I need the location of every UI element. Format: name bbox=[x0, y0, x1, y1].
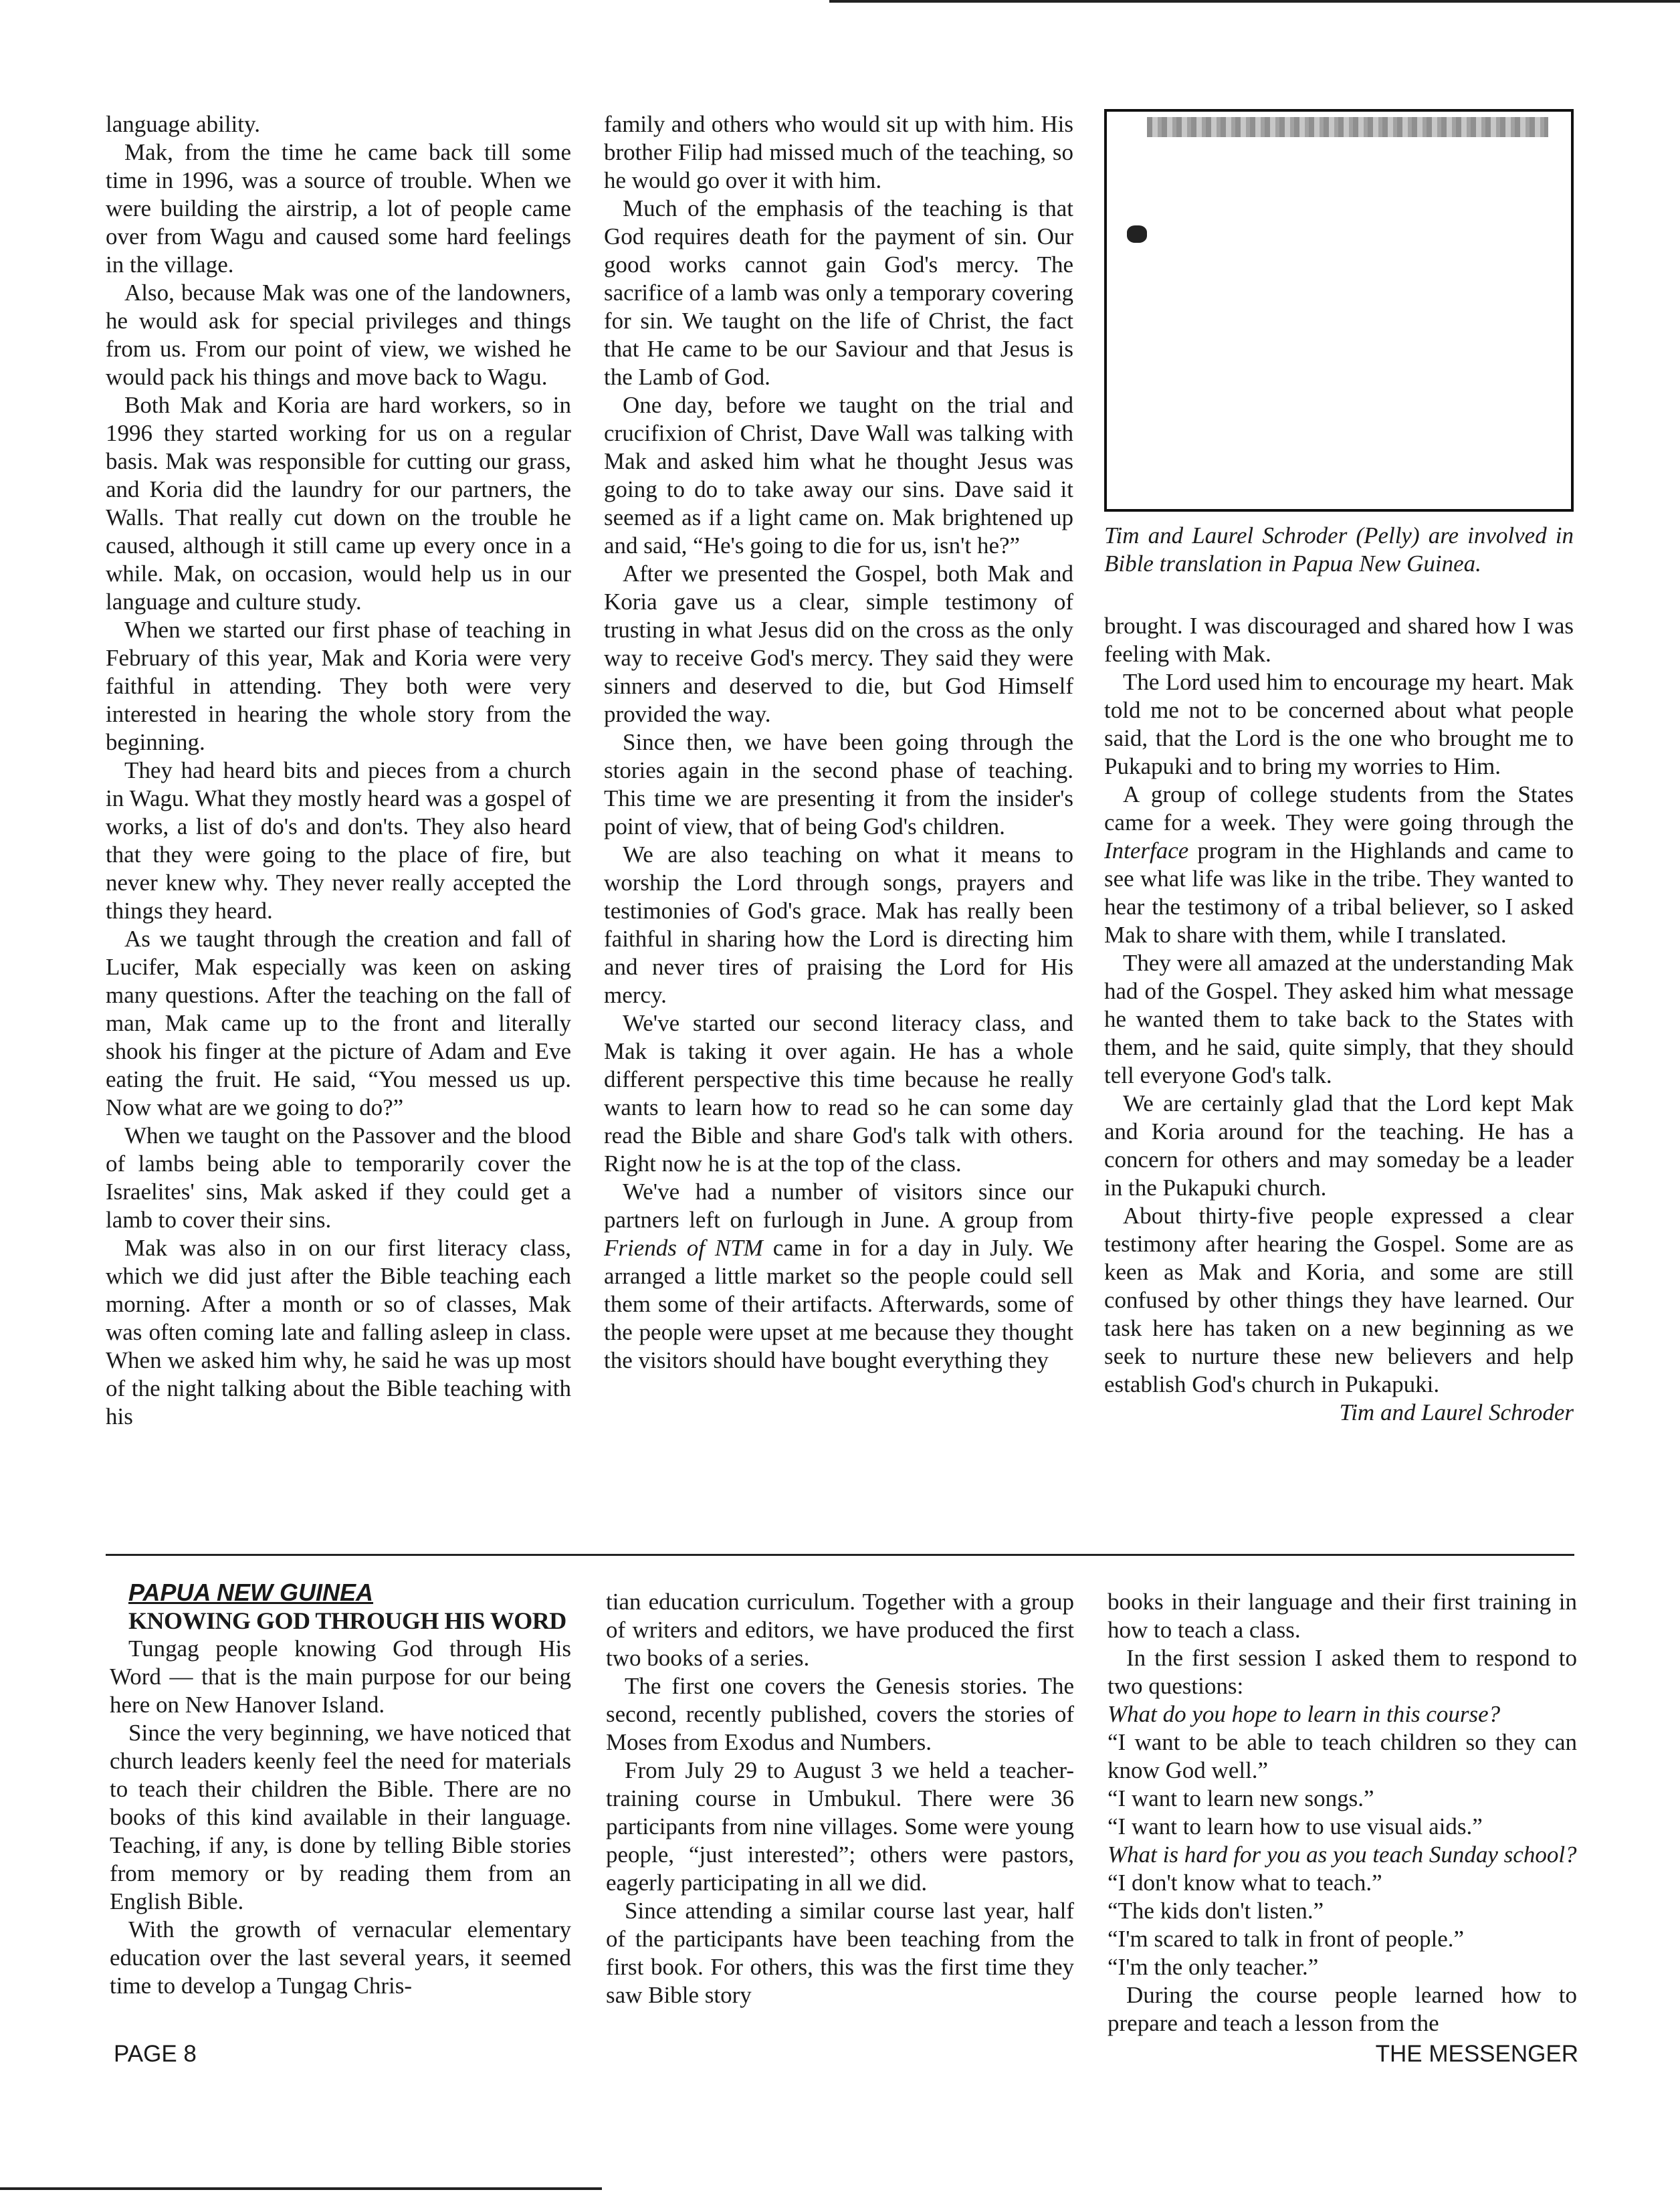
photo-speck bbox=[1127, 225, 1147, 243]
question: What is hard for you as you teach Sunday school? bbox=[1108, 1841, 1577, 1868]
bottom-article-column-3 bbox=[1108, 1588, 1577, 2037]
paragraph: Mak was also in on our first literacy class, which we did just after the Bible teaching each morning. After a month or so of classes, Mak was often coming late and falling asleep in class. When we asked him why, he said he was up most of the night talking about the Bible teaching with his bbox=[106, 1235, 571, 1429]
paragraph: With the growth of vernacular elementary education over the last several years, it seemed time to develop a Tungag Chris- bbox=[110, 1916, 571, 1999]
answer: “I'm scared to talk in front of people.” bbox=[1108, 1926, 1465, 1952]
paragraph: Mak, from the time he came back till some time in 1996, was a source of trouble. When we were building the airstrip, a lot of people came over from Wagu and caused some hard feelings in the village. bbox=[106, 139, 571, 278]
paragraph: A group of college students from the States came for a week. They were going through the Interface program in the Highlands and came to see what life was like in the tribe. They wanted to hear the testimony of a tribal believer, so I asked Mak to share with them, while I translated. bbox=[1104, 781, 1574, 948]
paragraph: books in their language and their first training in how to teach a class. bbox=[1108, 1589, 1577, 1643]
paragraph: family and others who would sit up with him. His brother Filip had missed much of the teaching, so he would go over it with him. bbox=[604, 111, 1073, 193]
paragraph: We've had a number of visitors since our partners left on furlough in June. A group from Friends of NTM came in for a day in July. We arranged a little market so the people could sell them some of their artifacts. Afterwards, some of the people were upset at me because they thought the visitors should have bought everything they bbox=[604, 1179, 1074, 1373]
paragraph: About thirty-five people expressed a clear testimony after hearing the Gospel. Some are as keen as Mak and Koria, and some are still confused by other things they have learned. Our task here has taken on a new beginning as we seek to nurture these new believers and help establish God's church in Pukapuki. bbox=[1104, 1203, 1574, 1397]
bottom-article-column-2 bbox=[606, 1588, 1074, 2009]
section-divider bbox=[106, 1554, 1574, 1556]
paragraph: We are certainly glad that the Lord kept Mak and Koria around for the teaching. He has a concern for others and may someday be a leader in the Pukapuki church. bbox=[1104, 1090, 1574, 1201]
paragraph: Since attending a similar course last year, half of the participants have been teaching from the first book. For others, this was the first time they saw Bible story bbox=[606, 1898, 1074, 2008]
answer: “I don't know what to teach.” bbox=[1108, 1870, 1382, 1896]
publication-title: THE MESSENGER bbox=[1375, 2041, 1578, 2067]
answer: “I'm the only teacher.” bbox=[1108, 1954, 1319, 1980]
paragraph: After we presented the Gospel, both Mak and Koria gave us a clear, simple testimony of trusting in what Jesus did on the cross as the only way to receive God's mercy. They said they were sinners and deserved to die, but God Himself provided the way. bbox=[604, 561, 1073, 727]
paragraph: brought. I was discouraged and shared how I was feeling with Mak. bbox=[1104, 613, 1574, 667]
paragraph: We are also teaching on what it means to worship the Lord through songs, prayers and testimonies of God's grace. Mak has really been faithful in sharing how the Lord is directing him and never tires of praising the Lord for His mercy. bbox=[604, 841, 1073, 1008]
paragraph: language ability. bbox=[106, 111, 260, 137]
paragraph: They were all amazed at the understanding Mak had of the Gospel. They asked him what message he wanted them to take back to the States with them, and he said, quite simply, that they should tell everyone God's talk. bbox=[1104, 950, 1574, 1088]
paragraph: They had heard bits and pieces from a church in Wagu. What they mostly heard was a gospel of works, a list of do's and don'ts. They also heard that they were going to the place of fire, but never knew why. They never really accepted the things they heard. bbox=[106, 757, 571, 924]
paragraph: Much of the emphasis of the teaching is that God requires death for the payment of sin. Our good works cannot gain God's mercy. The sacrifice of a lamb was only a temporary covering for sin. We taught on the life of Christ, the fact that He came to be our Saviour and that Jesus is the Lamb of God. bbox=[604, 195, 1073, 390]
article-column-3 bbox=[1104, 612, 1574, 1427]
bottom-border-line bbox=[0, 2187, 602, 2190]
photo-frame bbox=[1104, 109, 1574, 512]
paragraph: In the first session I asked them to respond to two questions: bbox=[1108, 1645, 1577, 1699]
answer: “I want to learn how to use visual aids.” bbox=[1108, 1813, 1483, 1839]
paragraph: The Lord used him to encourage my heart. Mak told me not to be concerned about what people said, that the Lord is the one who brought me to Pukapuki and to bring my worries to Him. bbox=[1104, 669, 1574, 779]
paragraph: When we started our first phase of teaching in February of this year, Mak and Koria were very faithful in attending. They both were very interested in hearing the whole story from the beginning. bbox=[106, 617, 571, 755]
bottom-article-column-1 bbox=[110, 1579, 571, 2000]
article-column-1 bbox=[106, 110, 571, 1431]
page-number: PAGE 8 bbox=[114, 2041, 197, 2067]
photo-scan-artifact bbox=[1147, 117, 1548, 137]
photo-caption: Tim and Laurel Schroder (Pelly) are involved in Bible translation in Papua New Guinea. bbox=[1104, 522, 1574, 577]
answer: “I want to be able to teach children so they can know God well.” bbox=[1108, 1729, 1577, 1783]
paragraph: tian education curriculum. Together with a group of writers and editors, we have produced the first two books of a series. bbox=[606, 1589, 1074, 1671]
paragraph: From July 29 to August 3 we held a teacher-training course in Umbukul. There were 36 participants from nine villages. Some were young people, “just interested”; others were pastors, eagerly participating in all we did. bbox=[606, 1757, 1074, 1896]
article-headline: KNOWING GOD THROUGH HIS WORD bbox=[128, 1607, 566, 1634]
publication-name: Friends of NTM bbox=[604, 1235, 763, 1261]
signature: Tim and Laurel Schroder bbox=[1339, 1399, 1574, 1425]
paragraph: Since then, we have been going through the stories again in the second phase of teaching. This time we are presenting it from the insider's point of view, that of being God's children. bbox=[604, 729, 1073, 839]
paragraph: During the course people learned how to prepare and teach a lesson from the bbox=[1108, 1982, 1577, 2036]
answer: “The kids don't listen.” bbox=[1108, 1898, 1324, 1924]
program-name: Interface bbox=[1104, 837, 1189, 864]
paragraph: Also, because Mak was one of the landowners, he would ask for special privileges and things from us. From our point of view, we wished he would pack his things and move back to Wagu. bbox=[106, 280, 571, 390]
paragraph: As we taught through the creation and fall of Lucifer, Mak especially was keen on asking many questions. After the teaching on the fall of man, Mak came up to the front and literally shook his finger at the picture of Adam and Eve eating the fruit. He said, “You messed us up. Now what are we going to do?” bbox=[106, 926, 571, 1120]
paragraph: Both Mak and Koria are hard workers, so in 1996 they started working for us on a regular basis. Mak was responsible for cutting our grass, and Koria did the laundry for our partners, the Walls. That really cut down on the trouble he caused, although it still came up every once in a while. Mak, on occasion, would help us in our language and culture study. bbox=[106, 392, 571, 615]
top-border-line bbox=[829, 0, 1680, 3]
question: What do you hope to learn in this course? bbox=[1108, 1701, 1501, 1727]
section-label: PAPUA NEW GUINEA bbox=[128, 1579, 374, 1606]
answer: “I want to learn new songs.” bbox=[1108, 1785, 1374, 1811]
paragraph: We've started our second literacy class, and Mak is taking it over again. He has a whole different perspective this time because he really wants to learn how to read so he can some day read the Bible and share God's talk with others. Right now he is at the top of the class. bbox=[604, 1010, 1073, 1177]
paragraph: The first one covers the Genesis stories. The second, recently published, covers the stories of Moses from Exodus and Numbers. bbox=[606, 1673, 1074, 1755]
paragraph: Since the very beginning, we have noticed that church leaders keenly feel the need for materials to teach their children the Bible. There are no books of this kind available in their language. Teaching, if any, is done by telling Bible stories from memory or by reading them from an English Bible. bbox=[110, 1720, 571, 1914]
article-column-2 bbox=[604, 110, 1073, 1375]
paragraph: When we taught on the Passover and the blood of lambs being able to temporarily cover the Israelites' sins, Mak asked if they could get a lamb to cover their sins. bbox=[106, 1122, 571, 1233]
paragraph: Tungag people knowing God through His Word — that is the main purpose for our being here on New Hanover Island. bbox=[110, 1635, 571, 1718]
paragraph: One day, before we taught on the trial and crucifixion of Christ, Dave Wall was talking with Mak and asked him what he thought Jesus was going to do to take away our sins. Dave said it seemed as if a light came on. Mak brightened up and said, “He's going to die for us, isn't he?” bbox=[604, 392, 1073, 559]
